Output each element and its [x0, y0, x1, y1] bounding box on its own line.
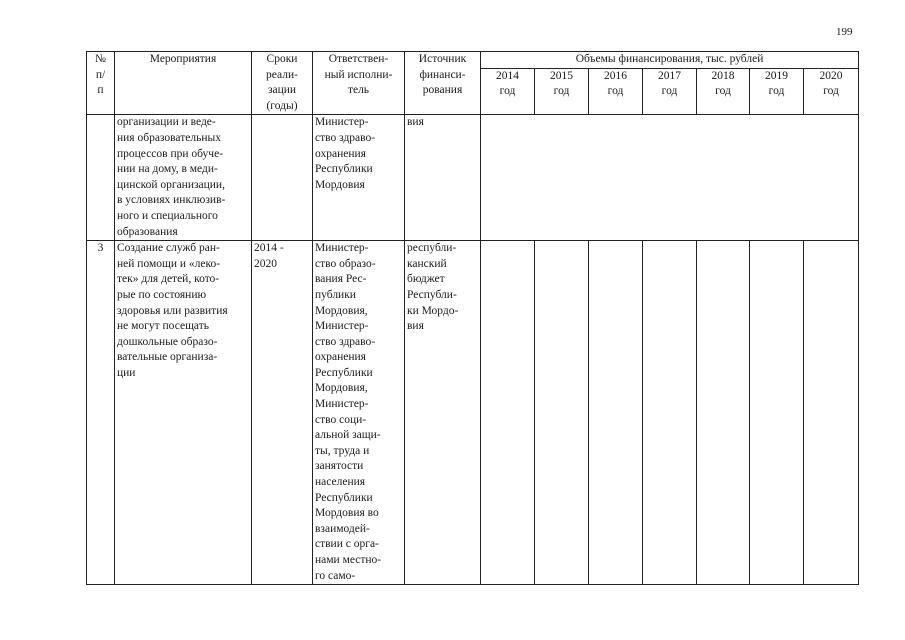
header-year-2019: 2019 год [750, 68, 804, 115]
table-row [87, 115, 859, 241]
row-funding-2015 [535, 241, 589, 585]
page-number: 199 [836, 26, 853, 38]
row-funding-2016 [589, 241, 643, 585]
header-year-2018: 2018 год [697, 68, 750, 115]
header-executor: Ответствен- ный исполни- тель [313, 52, 405, 115]
header-year-2020: 2020 год [804, 68, 859, 115]
row-funding-2019 [750, 241, 804, 585]
row-term [252, 115, 313, 241]
header-year-2014: 2014 год [481, 68, 535, 115]
row-num: 3 [87, 241, 115, 585]
row-term: 2014 - 2020 [252, 241, 313, 585]
header-source: Источник финанси- рования [405, 52, 481, 115]
header-year-2017: 2017 год [643, 68, 697, 115]
row-funding-merged [481, 115, 859, 241]
row-activity: Создание служб ран- ней помощи и «леко- тек» для детей, кото- рые по состоянию здоровья или развития не могут посещать дошкольные образо- вательные организа- ции [115, 241, 252, 585]
funding-table [86, 51, 859, 585]
header-activity: Мероприятия [115, 52, 252, 115]
header-num: № п/ п [87, 52, 115, 115]
row-funding-2018 [697, 241, 750, 585]
header-row [87, 52, 859, 69]
header-year-2015: 2015 год [535, 68, 589, 115]
header-year-2016: 2016 год [589, 68, 643, 115]
row-source: вия [405, 115, 481, 241]
header-funding: Объемы финансирования, тыс. рублей [481, 52, 859, 69]
row-executor: Министер- ство здраво- охранения Республики Мордовия [313, 115, 405, 241]
row-executor: Министер- ство образо- вания Рес- публики Мордовия, Министер- ство здраво- охранения Республики Мордовия, Министер- ство соци- альной защи- ты, труда и занятости населения Республики Мордовия во взаимодей- ствии с орга- нами местно- го само- [313, 241, 405, 585]
row-funding-2017 [643, 241, 697, 585]
row-funding-2020 [804, 241, 859, 585]
row-source: республи- канский бюджет Республи- ки Мордо- вия [405, 241, 481, 585]
row-activity: организации и веде- ния образовательных процессов при обуче- нии на дому, в меди- цинской организации, в условиях инклюзив- ного и специального образования [115, 115, 252, 241]
table-row [87, 241, 859, 585]
row-num [87, 115, 115, 241]
header-term: Сроки реали- зации (годы) [252, 52, 313, 115]
row-funding-2014 [481, 241, 535, 585]
